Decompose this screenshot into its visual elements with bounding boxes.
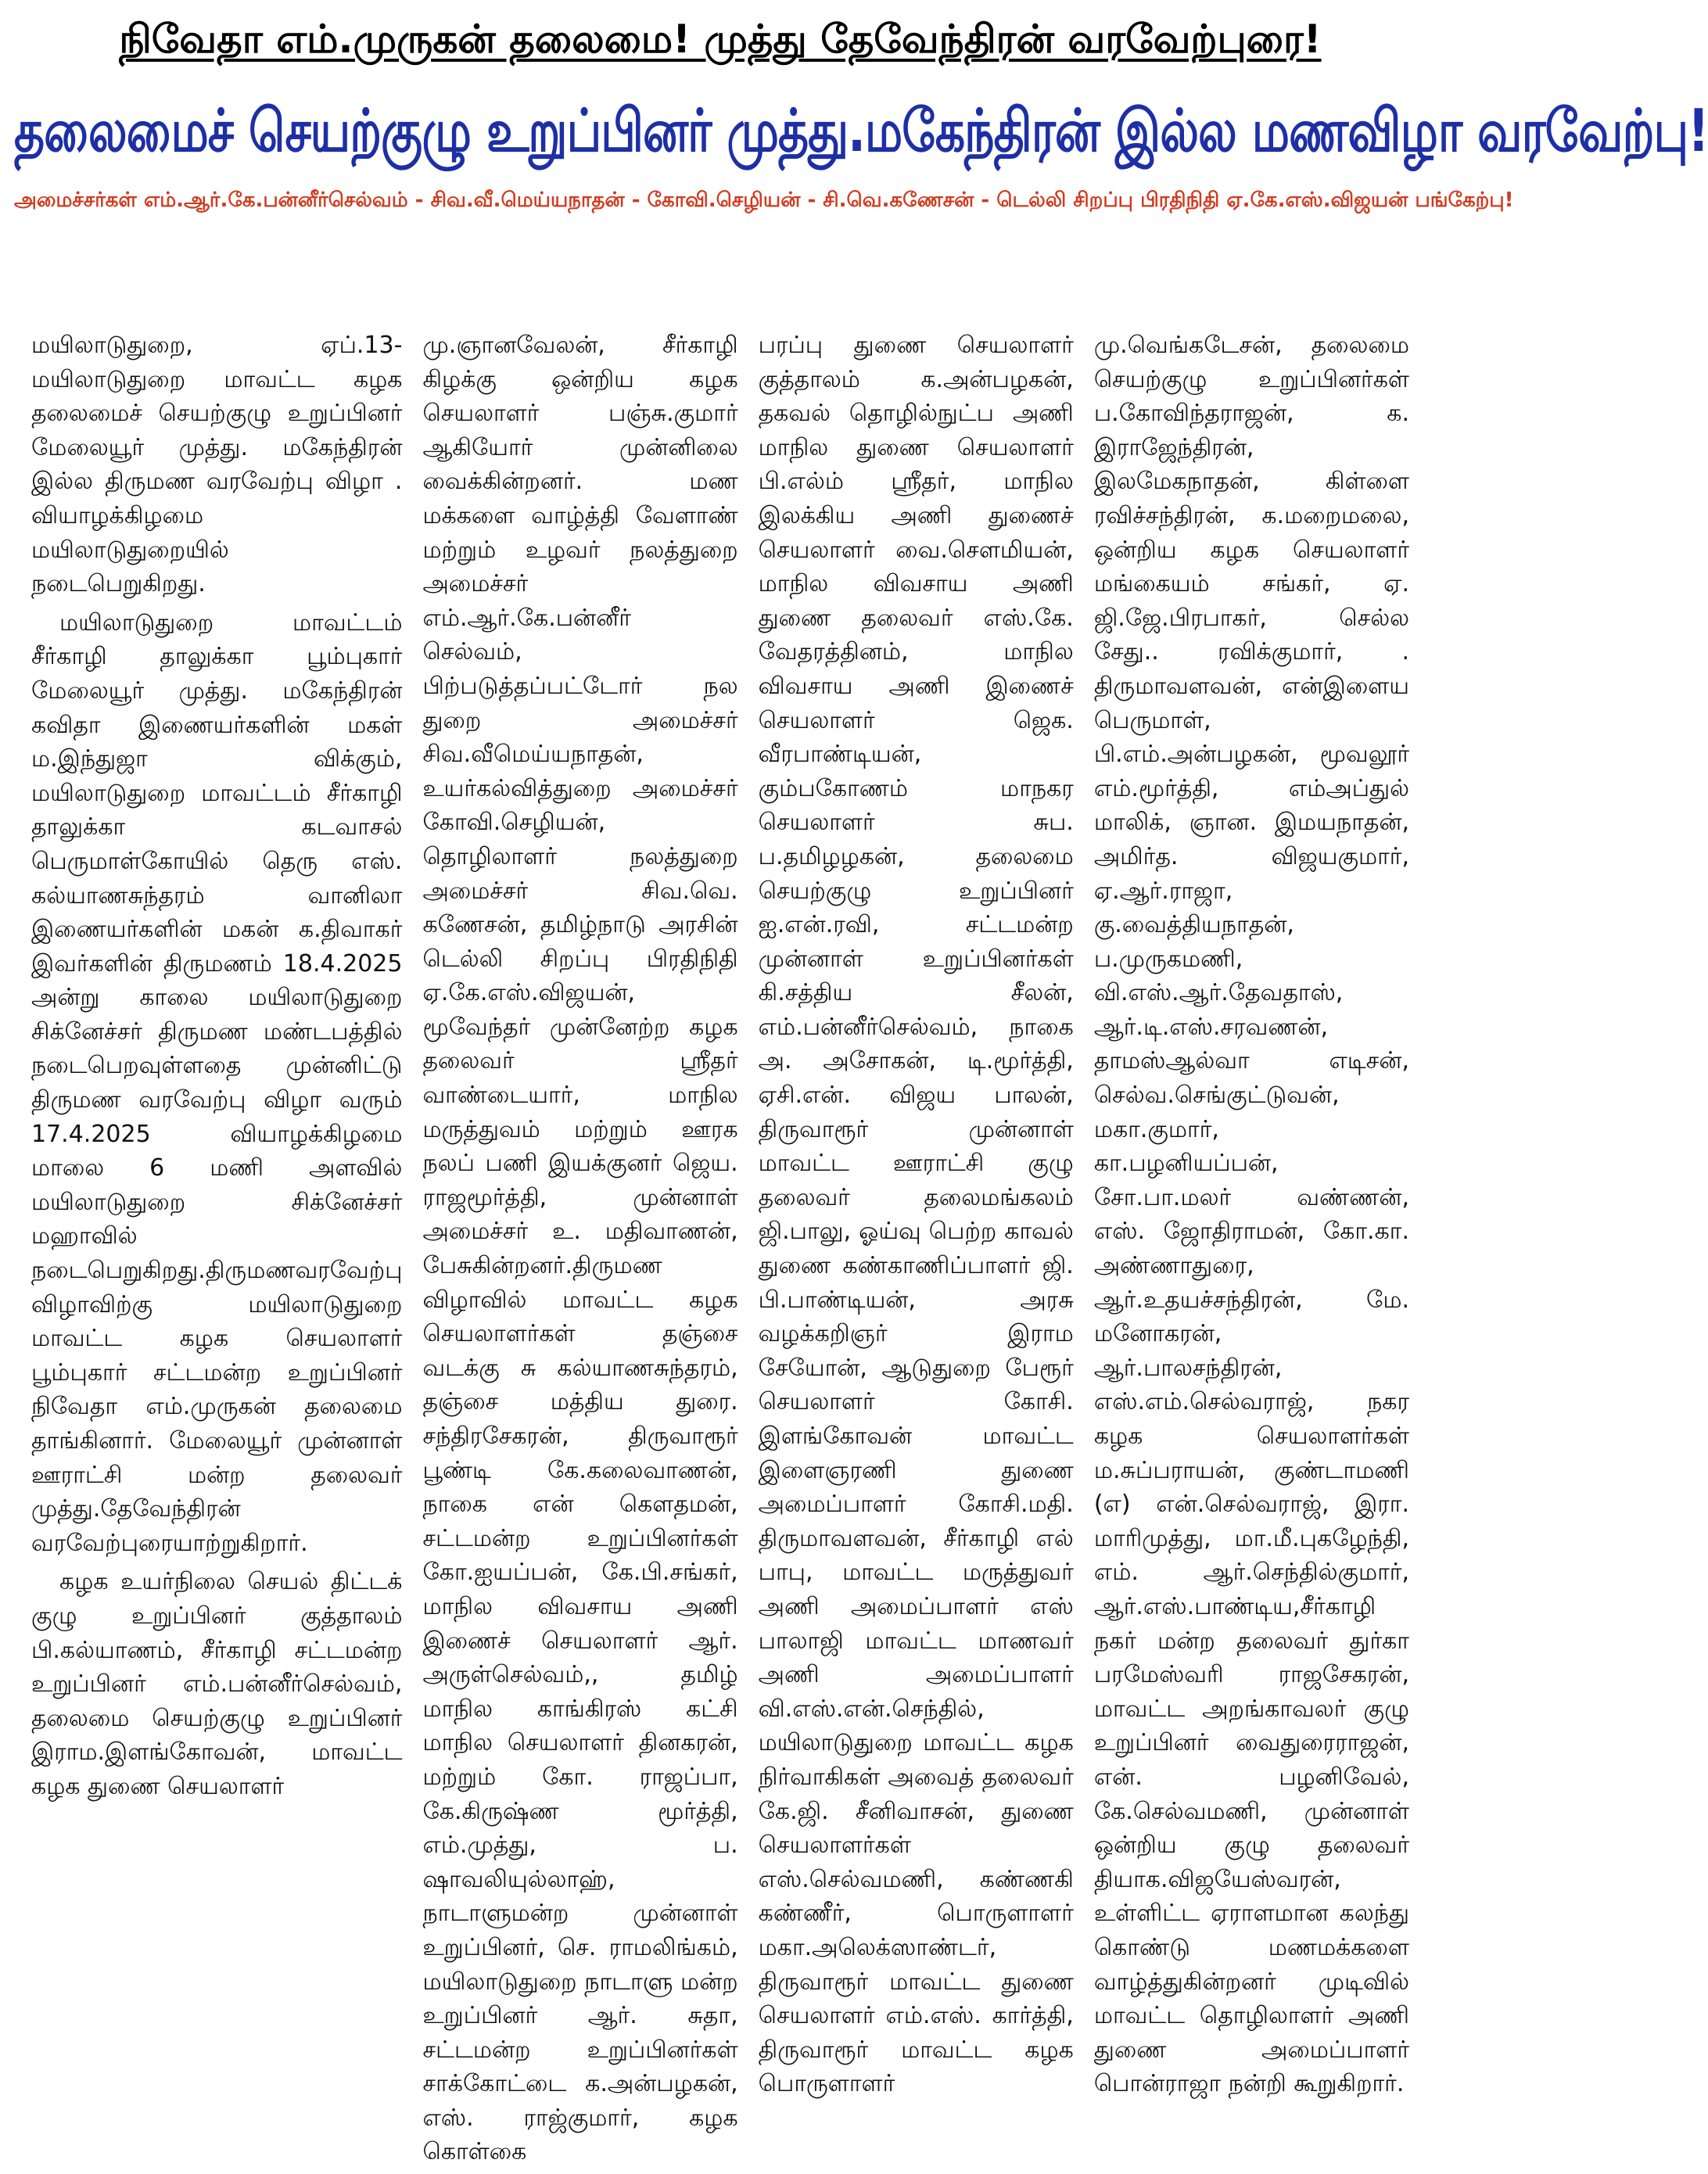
paragraph: மயிலாடுதுறை மாவட்டம் சீர்காழி தாலுக்கா பூம்புகார் மேலையூர் முத்து. மகேந்திரன் கவிதா இணையர்களின் மகள் ம.இந்துஜா விக்கும், மயிலாடுதுறை மாவட்டம் சீர்காழி தாலுக்கா கடவாசல் பெருமாள்கோயில் தெரு எஸ். கல்யாணசுந்தரம் வானிலா இணையர்களின் மகன் க.திவாகர் இவர்களின் திருமணம் 18.4.2025 அன்று காலை மயிலாடுதுறை சிக்னேச்சர் திருமண மண்டபத்தில் நடைபெறவுள்ளதை முன்னிட்டு திருமண வரவேற்பு விழா வரும் 17.4.2025 வியாழக்கிழமை மாலை 6 மணி அளவில் மயிலாடுதுறை சிக்னேச்சர் மஹாவில் நடைபெறுகிறது.திருமணவரவேற்பு விழாவிற்கு மயிலாடுதுறை மாவட்ட கழக செயலாளர் பூம்புகார் சட்டமன்ற உறுப்பினர் நிவேதா எம்.முருகன் தலைமை தாங்கினார். மேலையூர் முன்னாள் ஊராட்சி மன்ற தலைவர் முத்து.தேவேந்திரன் வரவேற்புரையாற்றுகிறார். xyxy=(31,608,403,1557)
article-column-4 xyxy=(1094,328,1409,2174)
paragraph: மயிலாடுதுறை, ஏப்.13- மயிலாடுதுறை மாவட்ட கழக தலைமைச் செயற்குழு உறுப்பினர் மேலையூர் முத்து. மகேந்திரன் இல்ல திருமண வரவேற்பு விழா . வியாழக்கிழமை மயிலாடுதுறையில் நடைபெறுகிறது. xyxy=(31,332,403,598)
article-body xyxy=(31,328,1409,2166)
article-column-3 xyxy=(759,328,1074,2174)
paragraph: மு.வெங்கடேசன், தலைமை செயற்குழு உறுப்பினர்கள் ப.கோவிந்தராஜன், க. இராஜேந்திரன், இலமேகநாதன், கிள்ளை ரவிச்சந்திரன், க.மறைமலை, ஒன்றிய கழக செயலாளர் மங்கையம் சங்கர், ஏ. ஜி.ஜே.பிரபாகர், செல்ல சேது.. ரவிக்குமார், . திருமாவளவன், என்இளைய பெருமாள், பி.எம்.அன்பழகன், மூவலூர் எம்.மூர்த்தி, எம்அப்துல் மாலிக், ஞான. இமயநாதன், அமிர்த. விஜயகுமார், ஏ.ஆர்.ராஜா, கு.வைத்தியநாதன், ப.முருகமணி, வி.எஸ்.ஆர்.தேவதாஸ், ஆர்.டி.எஸ்.சரவணன், தாமஸ்ஆல்வா எடிசன், செல்வ.செங்குட்டுவன், மகா.குமார், கா.பழனியப்பன், சோ.பா.மலர் வண்ணன், எஸ். ஜோதிராமன், கோ.கா. அண்ணாதுரை, ஆர்.உதயச்சந்திரன், மே. மனோகரன், ஆர்.பாலசந்திரன், எஸ்.எம்.செல்வராஜ், நகர கழக செயலாளர்கள் ம.சுப்பராயன், குண்டாமணி (எ) என்.செல்வராஜ், இரா. மாரிமுத்து, மா.மீ.புகழேந்தி, எம். ஆர்.செந்தில்குமார், ஆர்.எஸ்.பாண்டிய,சீர்காழி நகர் மன்ற தலைவர் துர்கா பரமேஸ்வரி ராஜசேகரன், மாவட்ட அறங்காவலர் குழு உறுப்பினர் வைதுரைராஜன், என். பழனிவேல், கே.செல்வமணி, முன்னாள் ஒன்றிய குழு தலைவர் தியாக.விஜயேஸ்வரன், உள்ளிட்ட ஏராளமான கலந்து கொண்டு மணமக்களை வாழ்த்துகின்றனர் முடிவில் மாவட்ட தொழிலாளர் அணி துணை அமைப்பாளர் பொன்ராஜா நன்றி கூறுகிறார். xyxy=(1093,332,1409,2098)
article-column-1 xyxy=(31,328,402,2174)
paragraph: கழக உயர்நிலை செயல் திட்டக் குழு உறுப்பினர் குத்தாலம் பி.கல்யாணம், சீர்காழி சட்டமன்ற உறுப்பினர் எம்.பன்னீர்செல்வம், தலைமை செயற்குழு உறுப்பினர் இராம.இளங்கோவன், மாவட்ட கழக துணை செயலாளர் xyxy=(31,1568,403,1800)
main-headline: தலைமைச் செயற்குழு உறுப்பினர் முத்து.மகேந்திரன் இல்ல மணவிழா வரவேற்பு! xyxy=(14,97,1708,166)
paragraph: மு.ஞானவேலன், சீர்காழி கிழக்கு ஒன்றிய கழக செயலாளர் பஞ்சு.குமார் ஆகியோர் முன்னிலை வைக்கின்றனர். மண மக்களை வாழ்த்தி வேளாண் மற்றும் உழவர் நலத்துறை அமைச்சர் எம்.ஆர்.கே.பன்னீர் செல்வம், பிற்படுத்தப்பட்டோர் நல துறை அமைச்சர் சிவ.வீமெய்யநாதன், உயர்கல்வித்துறை அமைச்சர் கோவி.செழியன், தொழிலாளர் நலத்துறை அமைச்சர் சிவ.வெ. கணேசன், தமிழ்நாடு அரசின் டெல்லி சிறப்பு பிரதிநிதி ஏ.கே.எஸ்.விஜயன், மூவேந்தர் முன்னேற்ற கழக தலைவர் ஸ்ரீதர் வாண்டையார், மாநில மருத்துவம் மற்றும் ஊரக நலப் பணி இயக்குனர் ஜெய. ராஜமூர்த்தி, முன்னாள் அமைச்சர் உ. மதிவாணன், பேசுகின்றனர்.திருமண விழாவில் மாவட்ட கழக செயலாளர்கள் தஞ்சை வடக்கு சு கல்யாணசுந்தரம், தஞ்சை மத்திய துரை. சந்திரசேகரன், திருவாரூர் பூண்டி கே.கலைவாணன், நாகை என் கௌதமன், சட்டமன்ற உறுப்பினர்கள் கோ.ஐயப்பன், கே.பி.சங்கர், மாநில விவசாய அணி இணைச் செயலாளர் ஆர். அருள்செல்வம்,, தமிழ் மாநில காங்கிரஸ் கட்சி மாநில செயலாளர் தினகரன், மற்றும் கோ. ராஜப்பா, கே.கிருஷ்ண மூர்த்தி, எம்.முத்து, ப. ஷாவலியுல்லாஹ், நாடாளுமன்ற முன்னாள் உறுப்பினர், செ. ராமலிங்கம், மயிலாடுதுறை நாடாளு மன்ற உறுப்பினர் ஆர். சுதா, சட்டமன்ற உறுப்பினர்கள் சாக்கோட்டை க.அன்பழகன், எஸ். ராஜ்குமார், கழக கொள்கை xyxy=(422,332,738,2166)
sub-headline: அமைச்சர்கள் எம்.ஆர்.கே.பன்னீர்செல்வம் - சிவ.வீ.மெய்யநாதன் - கோவி.செழியன் - சி.வெ.கணேசன் - டெல்லி சிறப்பு பிரதிநிதி ஏ.கே.எஸ்.விஜயன் பங்கேற்பு! xyxy=(14,188,1514,212)
kicker-headline: நிவேதா எம்.முருகன் தலைமை! முத்து தேவேந்திரன் வரவேற்புரை! xyxy=(119,16,1322,62)
article-column-2 xyxy=(422,328,737,2174)
paragraph: பரப்பு துணை செயலாளர் குத்தாலம் க.அன்பழகன், தகவல் தொழில்நுட்ப அணி மாநில துணை செயலாளர் பி.எல்ம் ஸ்ரீதர், மாநில இலக்கிய அணி துணைச் செயலாளர் வை.சௌமியன், மாநில விவசாய அணி துணை தலைவர் எஸ்.கே. வேதரத்தினம், மாநில விவசாய அணி இணைச் செயலாளர் ஜெக. வீரபாண்டியன், கும்பகோணம் மாநகர செயலாளர் சுப. ப.தமிழழகன், தலைமை செயற்குழு உறுப்பினர் ஐ.என்.ரவி, சட்டமன்ற முன்னாள் உறுப்பினர்கள் கி.சத்திய சீலன், எம்.பன்னீர்செல்வம், நாகை அ. அசோகன், டி.மூர்த்தி, ஏசி.என். விஜய பாலன், திருவாரூர் முன்னாள் மாவட்ட ஊராட்சி குழு தலைவர் தலைமங்கலம் ஜி.பாலு, ஓய்வு பெற்ற காவல் துணை கண்காணிப்பாளர் ஜி. பி.பாண்டியன், அரசு வழக்கறிஞர் இராம சேயோன், ஆடுதுறை பேரூர் செயலாளர் கோசி. இளங்கோவன் மாவட்ட இளைஞரணி துணை அமைப்பாளர் கோசி.மதி. திருமாவளவன், சீர்காழி எல் பாபு, மாவட்ட மருத்துவர் அணி அமைப்பாளர் எஸ் பாலாஜி மாவட்ட மாணவர் அணி அமைப்பாளர் வி.எஸ்.என்.செந்தில், மயிலாடுதுறை மாவட்ட கழக நிர்வாகிகள் அவைத் தலைவர் கே.ஜி. சீனிவாசன், துணை செயலாளர்கள் எஸ்.செல்வமணி, கண்ணகி கண்ணீர், பொருளாளர் மகா.அலெக்ஸாண்டர், திருவாரூர் மாவட்ட துணை செயலாளர் எம்.எஸ். கார்த்தி, திருவாரூர் மாவட்ட கழக பொருளாளர் xyxy=(758,332,1074,2098)
